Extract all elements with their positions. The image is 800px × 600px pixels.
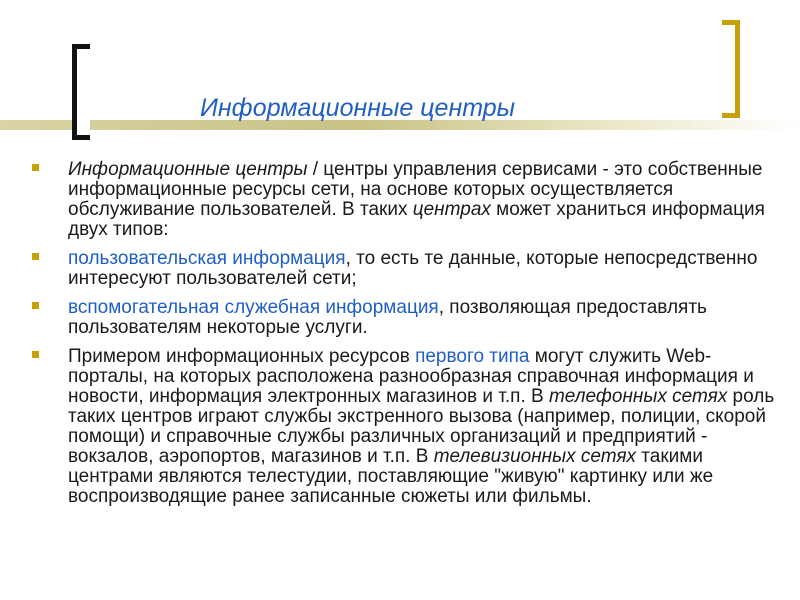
text-run: может храниться информация двух типов: [68,199,765,240]
bullet-item-examples [68,347,778,507]
bullet-item-service-info [68,298,778,338]
bullet-list [68,160,778,516]
highlight-user-info: пользовательская информация [68,248,346,269]
bullet-item-user-info [68,249,778,289]
slide-title: Информационные центры [200,94,516,122]
text-run: Примером информационных ресурсов [68,346,416,367]
highlight-service-info: вспомогательная служебная информация [68,297,439,318]
term-centers: центрах [412,199,491,220]
term-info-centers: Информационные центры [68,159,308,180]
term-phone-networks: телефонных сетях [548,386,728,407]
bullet-item-definition [68,160,778,240]
text-run: , то есть те данные, которые непосредственно интересуют пользователей сети; [68,248,758,289]
highlight-first-type: первого типа [415,346,530,367]
text-run: роль таких центров играют службы экстренного вызова (например, полиции, скорой помощи) и справочные службы различных организаций и предприятий - вокзалов, аэропортов, магазинов и т.п. В [68,386,775,467]
text-run: такими центрами являются телестудии, поставляющие "живую" картинку или же воспроизводящие ранее записанные сюжеты или фильмы. [68,446,714,507]
text-run: , позволяющая предоставлять пользователям некоторые услуги. [68,297,707,338]
right-bracket-decoration [722,20,740,118]
term-tv-networks: телевизионных сетях [433,446,636,467]
left-bracket-decoration [72,44,90,140]
text-run: / центры управления сервисами - это собственные информационные ресурсы сети, на основе которых осуществляется обслуживание пользователей. В таких [68,159,763,220]
text-run: могут служить Web-порталы, на которых расположена разнообразная справочная информация и новости, информация электронных магазинов и т.п. В [68,346,754,407]
